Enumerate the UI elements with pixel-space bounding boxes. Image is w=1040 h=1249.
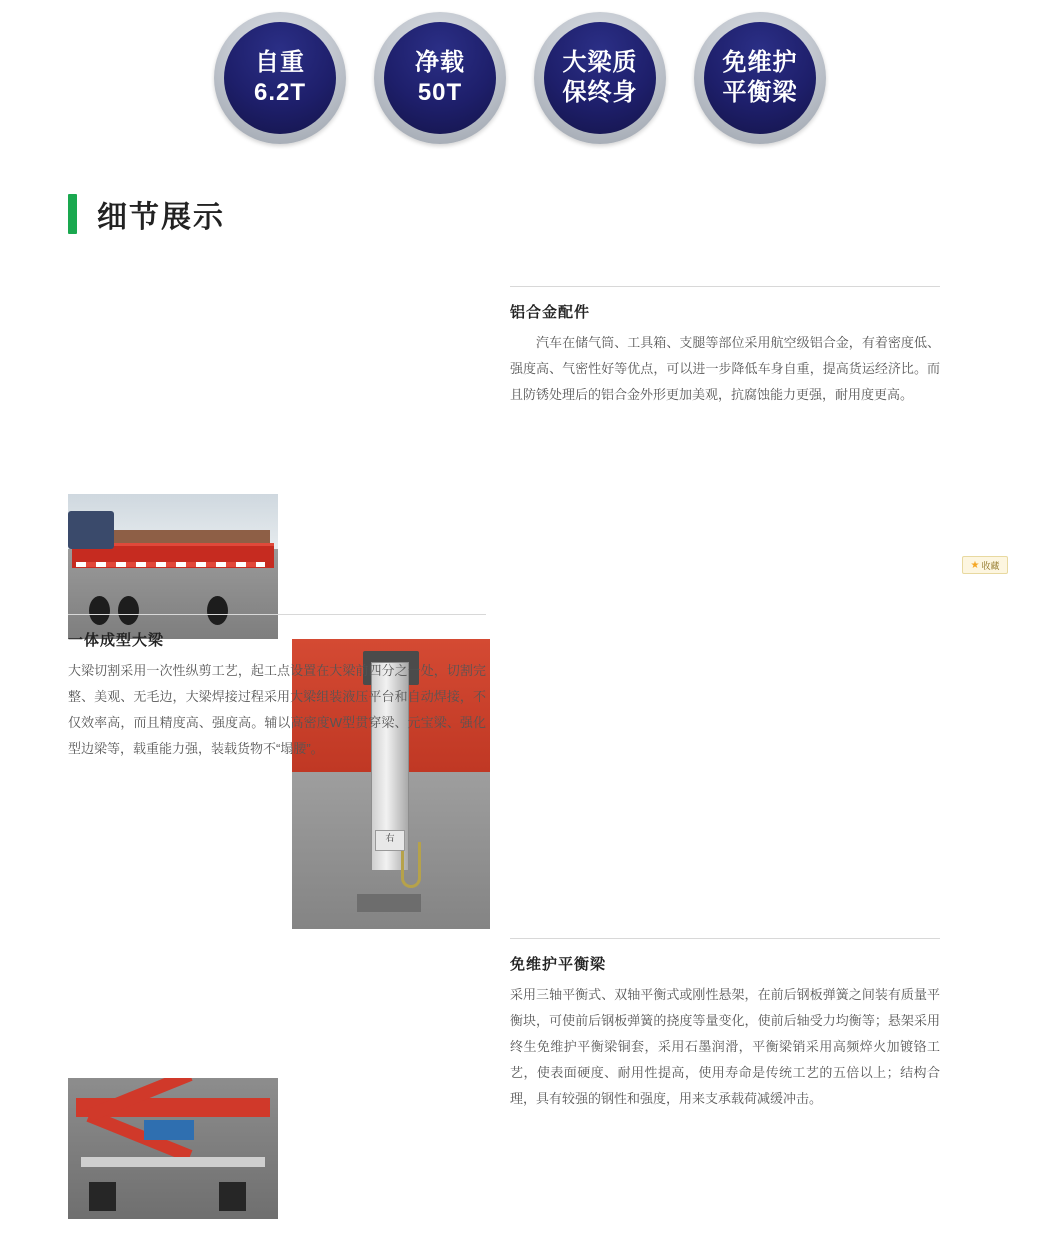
badge-self-weight-line2: 6.2T	[253, 79, 307, 106]
badge-beam-warranty	[534, 12, 666, 144]
star-icon: ★	[970, 559, 980, 571]
block-body-aluminum: 汽车在储气筒、工具箱、支腿等部位采用航空级铝合金，有着密度低、强度高、气密性好等优点，可以进一步降低车身自重，提高货运经济比。而且防锈处理后的铝合金外形更加美观，抗腐蚀能力更强，耐用度更高。	[510, 335, 940, 402]
badge-self-weight	[214, 12, 346, 144]
text-block-beam	[68, 614, 486, 762]
favorite-label: 收藏	[981, 560, 1000, 571]
page-title: 细节展示	[97, 201, 225, 234]
badge-payload-line2: 50T	[417, 79, 463, 106]
block-heading-aluminum: 铝合金配件	[510, 304, 591, 321]
badge-maintenance-free-line2: 平衡梁	[722, 79, 798, 106]
block-heading-balance: 免维护平衡梁	[510, 956, 607, 973]
divider	[510, 938, 940, 939]
favorite-button[interactable]	[962, 556, 1008, 574]
feature-badge-row	[0, 0, 1040, 144]
badge-self-weight-line1: 自重	[255, 49, 305, 76]
badge-beam-warranty-line1: 大梁质	[562, 49, 638, 76]
block-heading-beam: 一体成型大梁	[68, 632, 165, 649]
badge-beam-warranty-line2: 保终身	[562, 79, 638, 106]
section-header	[68, 192, 1040, 236]
block-body-balance: 采用三轴平衡式、双轴平衡式或刚性悬架，在前后钢板弹簧之间装有质量平衡块，可使前后钢板弹簧的挠度等量变化，使前后轴受力均衡等；悬架采用终生免维护平衡梁铜套，采用石墨润滑，平衡梁销采用高频焠火加镀铬工艺，使表面硬度、耐用性提高，使用寿命是传统工艺的五倍以上；结构合理，具有较强的钢性和强度，用来支承载荷减缓冲击。	[510, 987, 940, 1106]
block-body-beam: 大梁切割采用一次性纵剪工艺，起工点设置在大梁前四分之一处，切割完整、美观、无毛边，大梁焊接过程采用大梁组装液压平台和自动焊接，不仅效率高，而且精度高、强度高。辅以高密度W型贯穿梁、元宝梁、强化型边梁等，载重能力强，装载货物不“塌腰”。	[68, 663, 486, 756]
suspension-underside-photo	[68, 1078, 278, 1219]
accent-bar	[68, 194, 77, 234]
badge-maintenance-free-line1: 免维护	[722, 49, 798, 76]
divider	[68, 614, 486, 615]
text-block-balance	[510, 938, 940, 1112]
divider	[510, 286, 940, 287]
badge-maintenance-free	[694, 12, 826, 144]
badge-payload	[374, 12, 506, 144]
badge-payload-line1: 净载	[415, 49, 465, 76]
landing-gear-tag: 右	[375, 830, 405, 850]
text-block-aluminum	[510, 286, 940, 408]
